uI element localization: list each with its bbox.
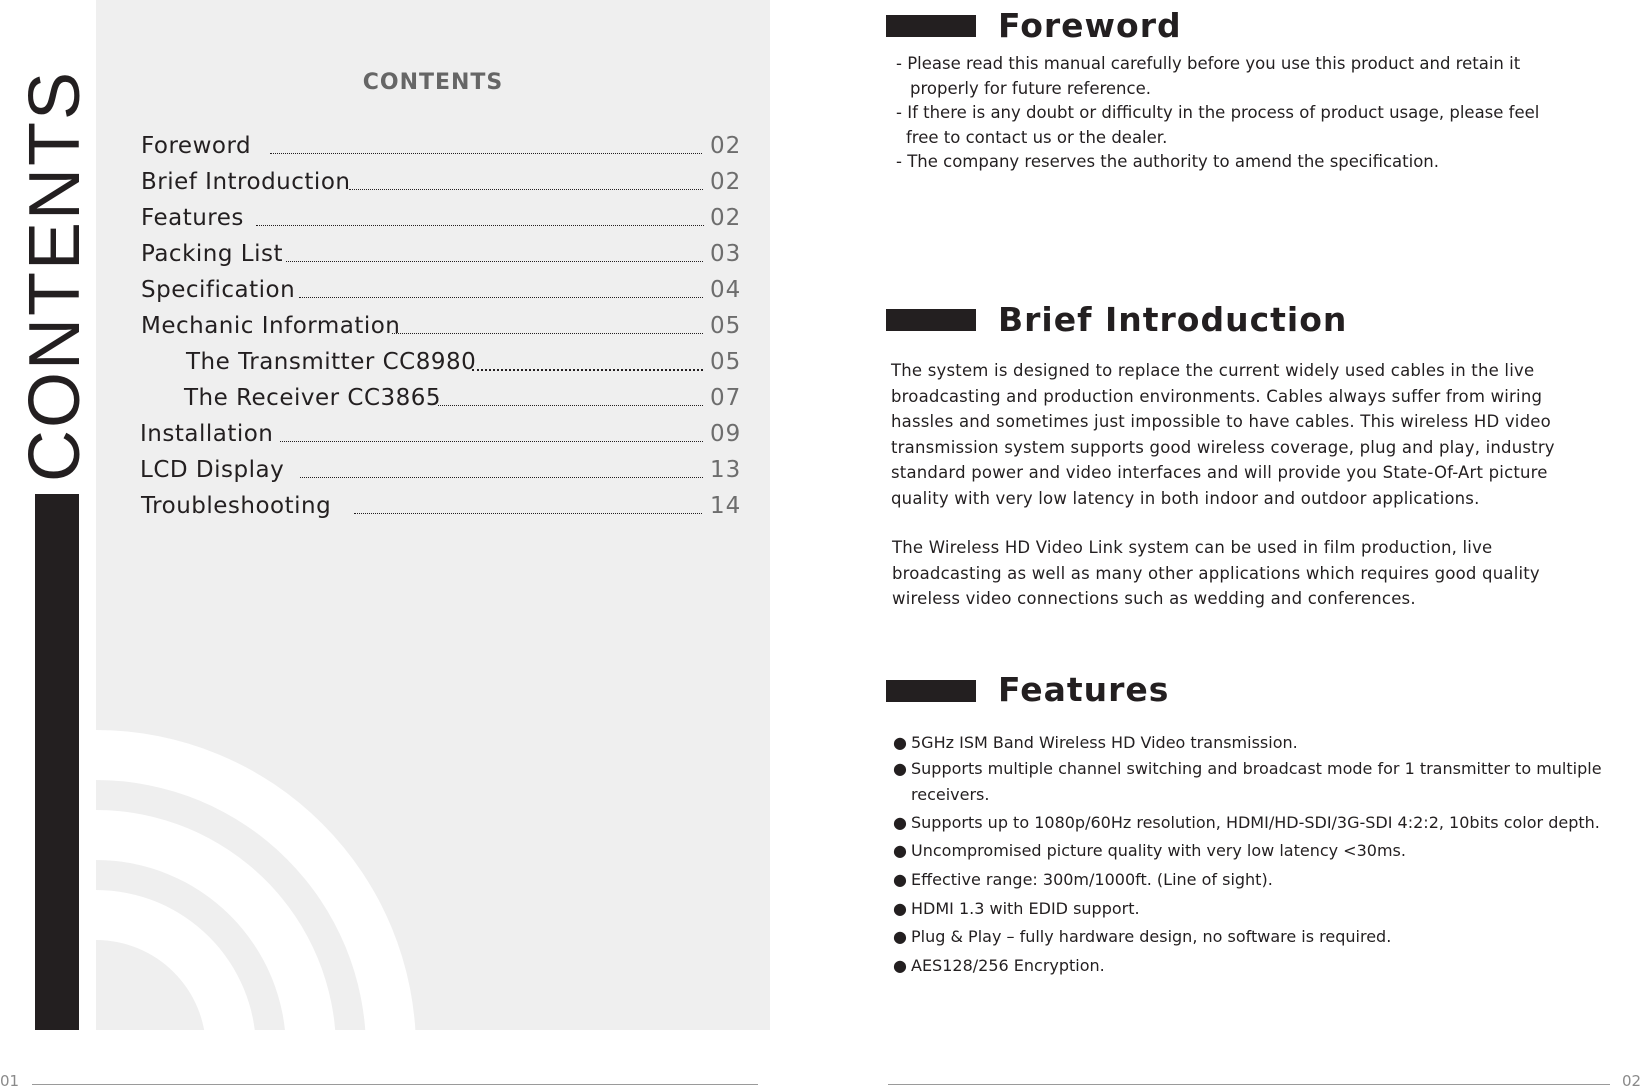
toc-leader-dots [280, 441, 703, 442]
toc-page-number: 14 [710, 493, 742, 519]
feature-item: ● Supports multiple channel switching and broadcast mode for 1 transmitter to multiple [893, 756, 1602, 781]
toc-page-number: 05 [710, 349, 742, 375]
wireless-arcs-graphic [96, 700, 770, 1030]
toc-page-number: 04 [710, 277, 742, 303]
toc-page-number: 05 [710, 313, 742, 339]
feature-item: ● Plug & Play – fully hardware design, no software is required. [893, 924, 1391, 949]
toc-label: Specification [141, 277, 296, 303]
side-title: CONTENTS [15, 70, 95, 482]
toc-item-installation[interactable] [96, 421, 770, 457]
toc-title: CONTENTS [362, 70, 504, 95]
toc-item-receiver[interactable] [96, 385, 770, 421]
toc-label: Brief Introduction [141, 169, 351, 195]
toc-leader-dots [354, 513, 702, 514]
feature-item: ● Supports up to 1080p/60Hz resolution, HDMI/HD-SDI/3G-SDI 4:2:2, 10bits color depth. [893, 810, 1600, 835]
toc-page-number: 09 [710, 421, 742, 447]
toc-label: Features [141, 205, 244, 231]
bullet-icon: ● [893, 956, 907, 975]
toc-panel [96, 0, 770, 1030]
foreword-title: Foreword [998, 6, 1182, 45]
feature-item: ● Effective range: 300m/1000ft. (Line of sight). [893, 867, 1273, 892]
brief-intro-paragraph-2: The Wireless HD Video Link system can be used in film production, live broadcasting as well as many other applications which requires good quality wireless video connections such as wedding and conferences. [892, 538, 1540, 608]
bullet-icon: ● [893, 813, 907, 832]
toc-leader-dots [300, 477, 703, 478]
toc-item-transmitter[interactable] [96, 349, 770, 385]
foreword-line: - The company reserves the authority to amend the specification. [896, 152, 1439, 171]
toc-page-number: 03 [710, 241, 742, 267]
toc-page-number: 02 [710, 133, 742, 159]
toc-leader-dots [472, 369, 703, 371]
foreword-heading-bar [886, 15, 976, 37]
brief-intro-paragraph-1: The system is designed to replace the current widely used cables in the live broadcasting and production environments. Cables always suffer from wiring hassles and sometimes just impossible to have cables. This wireless HD video transmission system supports good wireless coverage, plug and play, industry standard power and video interfaces and will provide you State-Of-Art picture quality with very low latency in both indoor and outdoor applications. [891, 361, 1555, 508]
features-heading-bar [886, 680, 976, 702]
toc-leader-dots [349, 189, 703, 190]
bullet-icon: ● [893, 841, 907, 860]
toc-item-specification[interactable] [96, 277, 770, 313]
bullet-icon: ● [893, 899, 907, 918]
toc-item-features[interactable] [96, 205, 770, 241]
toc-leader-dots [270, 153, 702, 154]
bullet-icon: ● [893, 733, 907, 752]
foreword-line: - If there is any doubt or difficulty in the process of product usage, please feel [896, 103, 1540, 122]
brief-intro-title: Brief Introduction [998, 300, 1348, 339]
foreword-line: - Please read this manual carefully before you use this product and retain it [896, 54, 1521, 73]
feature-item: ● Uncompromised picture quality with very low latency <30ms. [893, 838, 1406, 863]
feature-item: ● AES128/256 Encryption. [893, 953, 1105, 978]
toc-label: Installation [140, 421, 274, 447]
page-number-right: 02 [1622, 1072, 1642, 1090]
toc-item-troubleshooting[interactable] [96, 493, 770, 529]
toc-leader-dots [286, 261, 703, 262]
toc-leader-dots [256, 225, 704, 226]
toc-label: Foreword [141, 133, 252, 159]
toc-leader-dots [438, 405, 703, 406]
toc-list [96, 0, 770, 560]
bullet-icon: ● [893, 870, 907, 889]
page-number-left: 01 [0, 1072, 20, 1090]
features-list [893, 730, 1633, 990]
toc-item-mechanic-information[interactable] [96, 313, 770, 349]
brief-intro-heading-bar [886, 309, 976, 331]
toc-page-number: 07 [710, 385, 742, 411]
toc-item-foreword[interactable] [96, 133, 770, 169]
feature-item: ● 5GHz ISM Band Wireless HD Video transmission. [893, 730, 1298, 755]
footer-rule-left [32, 1084, 758, 1085]
toc-leader-dots [299, 297, 703, 298]
foreword-line: properly for future reference. [910, 78, 1151, 98]
toc-label: LCD Display [140, 457, 285, 483]
toc-leader-dots [392, 333, 703, 334]
toc-page-number: 02 [710, 169, 742, 195]
toc-page-number: 02 [710, 205, 742, 231]
toc-label: The Transmitter CC8980 [186, 349, 477, 375]
toc-label: The Receiver CC3865 [184, 385, 442, 411]
foreword-line: free to contact us or the dealer. [906, 127, 1168, 147]
toc-label: Packing List [141, 241, 283, 267]
toc-label: Troubleshooting [141, 493, 332, 519]
toc-item-packing-list[interactable] [96, 241, 770, 277]
features-title: Features [998, 670, 1170, 709]
bullet-icon: ● [893, 927, 907, 946]
footer-rule-right [888, 1084, 1610, 1085]
feature-item-continuation: receivers. [911, 785, 990, 804]
feature-item: ● HDMI 1.3 with EDID support. [893, 896, 1140, 921]
toc-label: Mechanic Information [141, 313, 401, 339]
bullet-icon: ● [893, 759, 907, 778]
foreword-text [896, 52, 1616, 175]
toc-page-number: 13 [710, 457, 742, 483]
toc-item-brief-introduction[interactable] [96, 169, 770, 205]
toc-item-lcd-display[interactable] [96, 457, 770, 493]
side-accent-bar [35, 494, 79, 1030]
